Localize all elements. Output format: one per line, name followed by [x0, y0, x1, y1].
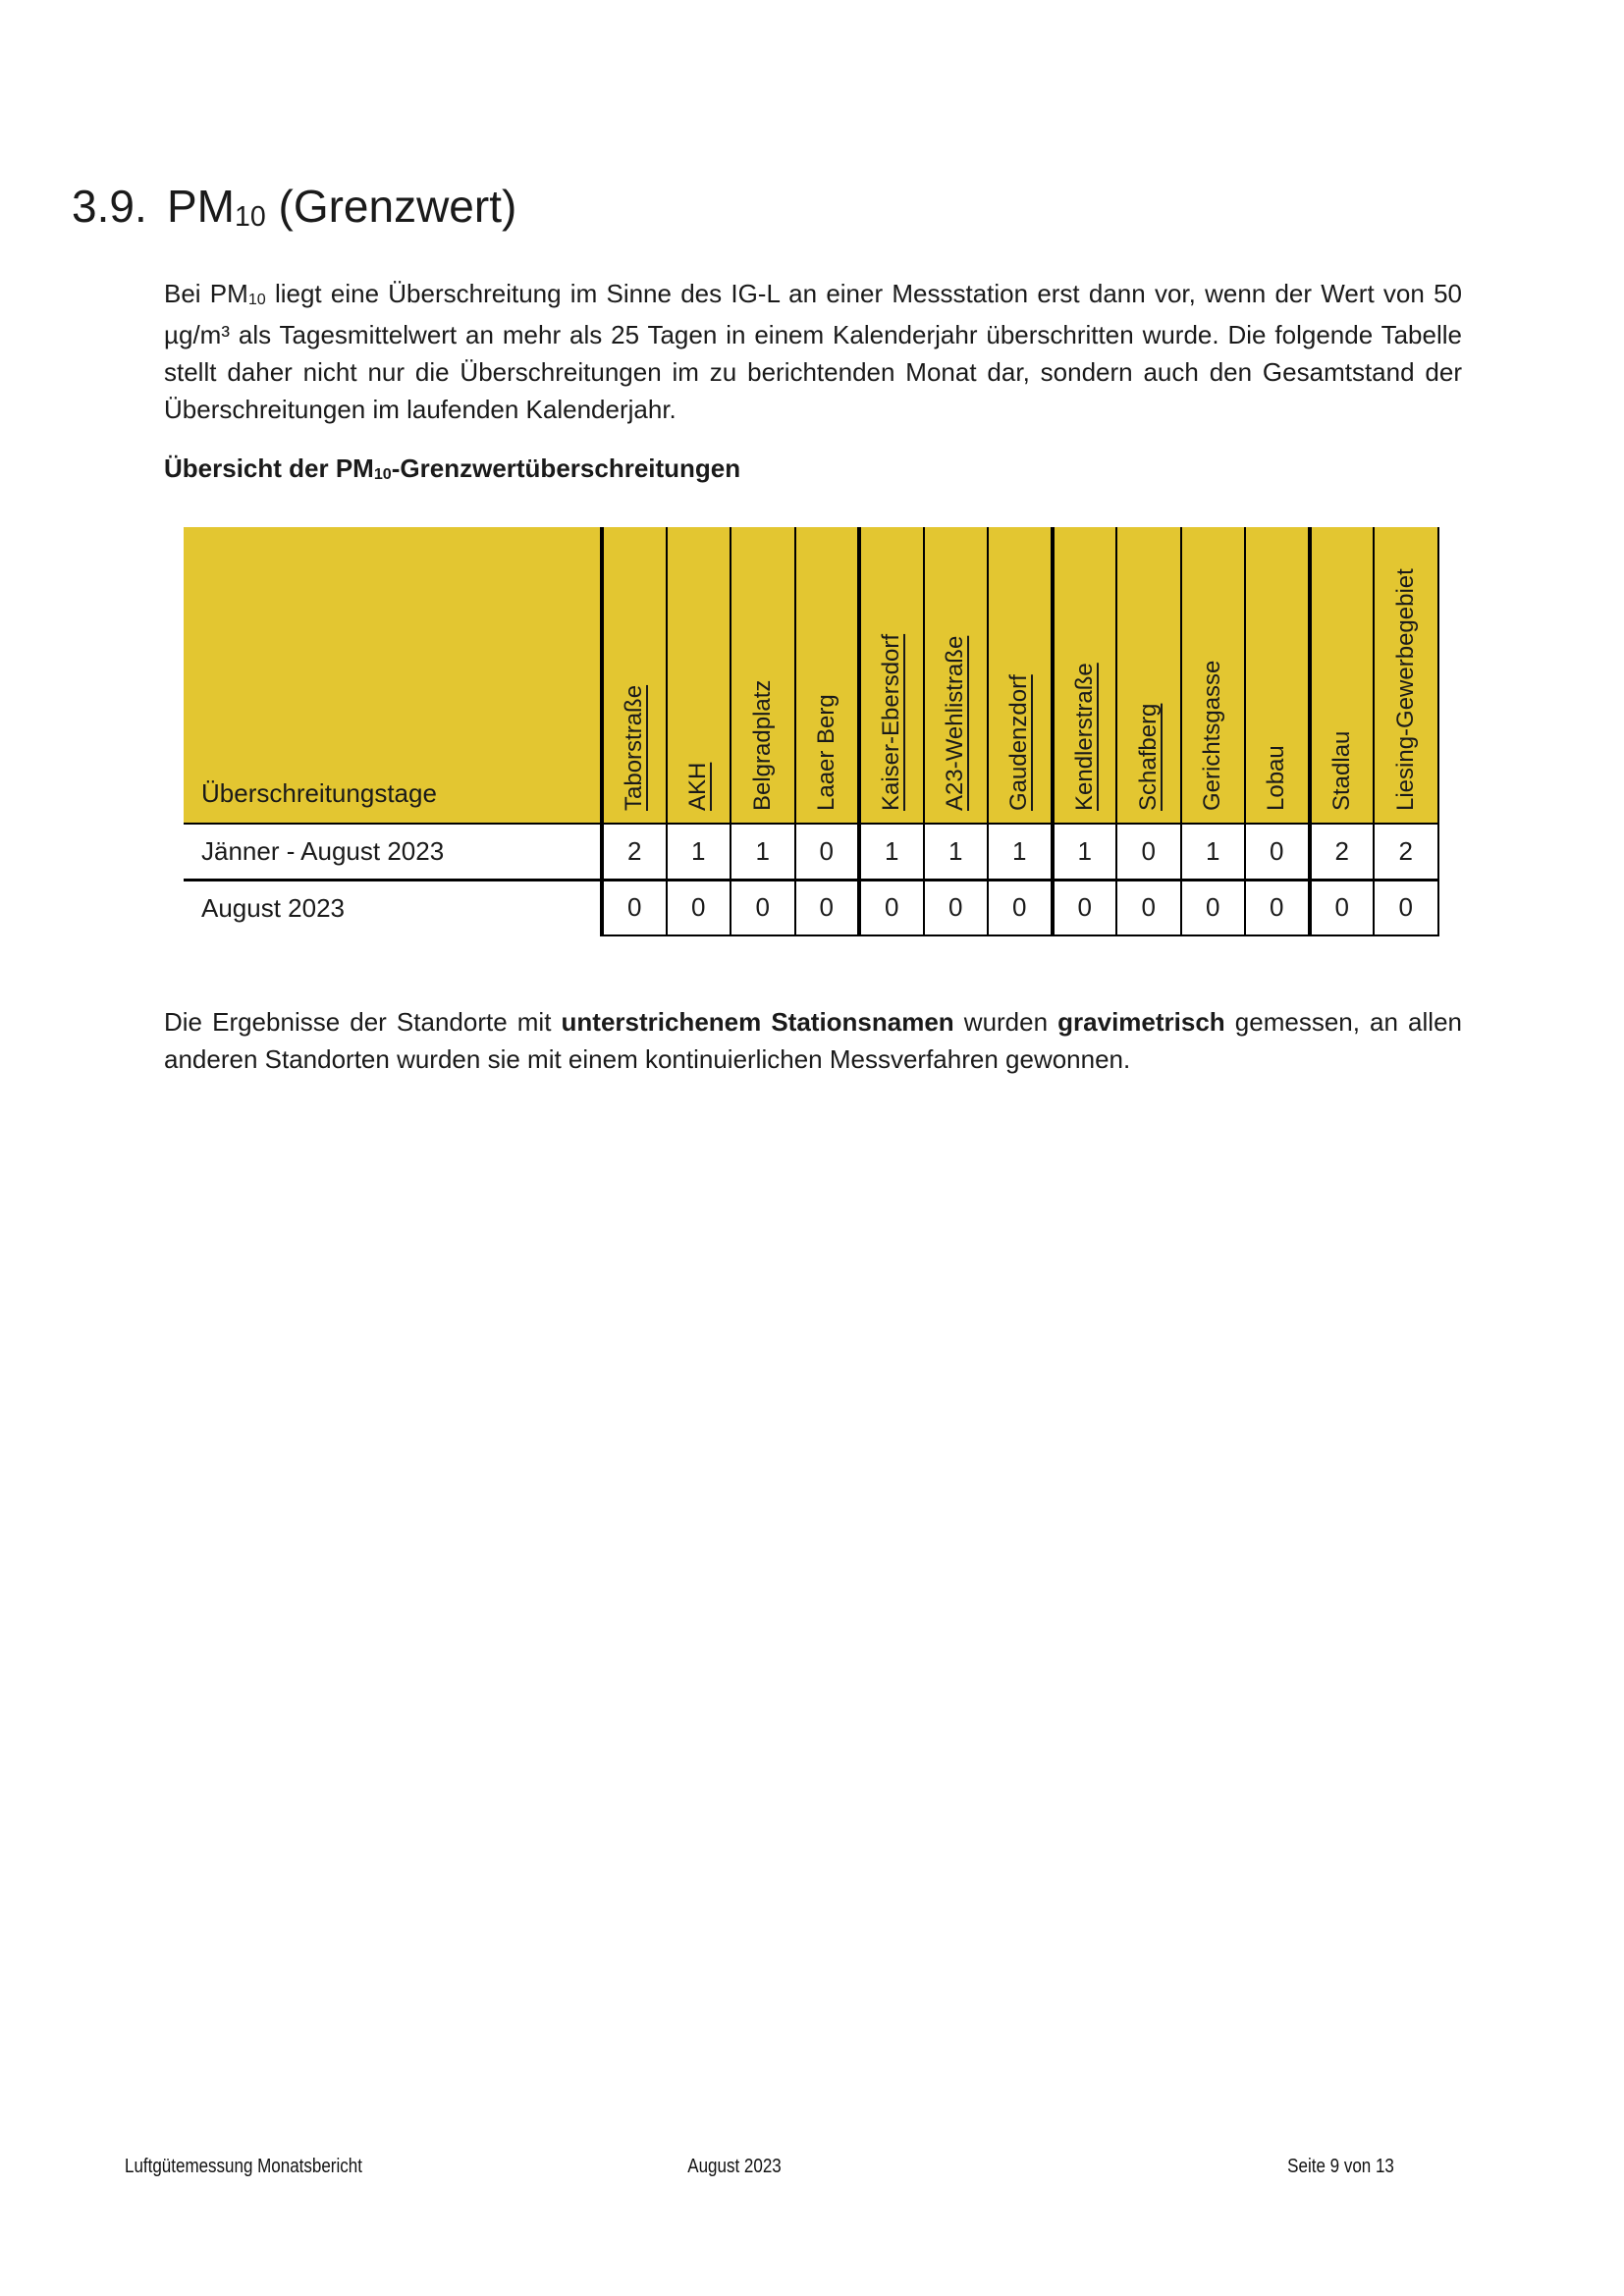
table-caption: Übersicht der $PM_{10}$-Grenzwertüberschreitungen [164, 454, 741, 484]
section-heading [0, 180, 1624, 242]
value-cell: 2 [602, 824, 667, 880]
table-header-row [184, 527, 1438, 824]
station-header [1245, 527, 1310, 824]
station-header [988, 527, 1053, 824]
value-cell: 0 [667, 880, 731, 935]
station-name: Taborstraße [621, 684, 648, 811]
value-cell: 1 [859, 824, 924, 880]
period-label: August 2023 [184, 880, 602, 935]
value-cell: 0 [1245, 880, 1310, 935]
measurement-note: Die Ergebnisse der Standorte mit unterstrichenem Stationsnamen wurden gravimetrisch gemessen, an allen anderen Standorten wurden sie mit einem kontinuierlichen Messverfahren gewonnen. [164, 1007, 1462, 1074]
station-name: Stadlau [1327, 730, 1355, 811]
station-header [924, 527, 989, 824]
station-name: A23-Wehlistraße [942, 635, 969, 811]
value-cell: 0 [988, 880, 1053, 935]
value-cell: 1 [988, 824, 1053, 880]
value-cell: 2 [1374, 824, 1438, 880]
overview-table-wrapper [184, 527, 1439, 936]
value-cell: 1 [924, 824, 989, 880]
station-header [1053, 527, 1117, 824]
station-name: Gerichtsgasse [1199, 660, 1226, 811]
station-name: Lobau [1263, 745, 1290, 811]
value-cell: 1 [1053, 824, 1117, 880]
value-cell: 0 [1053, 880, 1117, 935]
value-cell: 0 [795, 824, 860, 880]
station-name: Gaudenzdorf [1005, 674, 1033, 811]
value-cell: 0 [1310, 880, 1375, 935]
station-header [1181, 527, 1246, 824]
section-number: 3.9. [72, 181, 147, 232]
station-name: Liesing-Gewerbegebiet [1391, 568, 1419, 811]
station-header [602, 527, 667, 824]
value-cell: 0 [859, 880, 924, 935]
value-cell: 0 [1374, 880, 1438, 935]
station-header [731, 527, 795, 824]
value-cell: 1 [731, 824, 795, 880]
page-footer [0, 2156, 1624, 2185]
station-name: Schafberg [1134, 703, 1162, 811]
period-label: Jänner - August 2023 [184, 824, 602, 880]
footer-report-title: Luftgütemessung Monatsbericht [125, 2156, 362, 2177]
value-cell: 0 [1245, 824, 1310, 880]
value-cell: 0 [795, 880, 860, 935]
value-cell: 0 [1116, 824, 1181, 880]
section-title: $PM_{10}$ (Grenzwert) [167, 181, 517, 234]
value-cell: 1 [1181, 824, 1246, 880]
value-cell: 0 [924, 880, 989, 935]
station-name: Kendlerstraße [1070, 663, 1098, 811]
value-cell: 0 [1181, 880, 1246, 935]
overview-table [184, 527, 1439, 936]
station-header [1374, 527, 1438, 824]
station-header [859, 527, 924, 824]
value-cell: 1 [667, 824, 731, 880]
value-cell: 0 [602, 880, 667, 935]
table-row [184, 880, 1438, 935]
station-name: Kaiser-Ebersdorf [878, 633, 905, 811]
station-name: AKH [684, 762, 712, 811]
value-cell: 0 [1116, 880, 1181, 935]
intro-paragraph: Bei $PM_{10}$ liegt eine Überschreitung im Sinne des IG-L an einer Messstation erst dann vor, wenn der Wert von 50 µg/m³ als Tagesmittelwert an mehr als 25 Tagen in einem Kalenderjahr überschritten wurde. Die folgende Tabelle stellt daher nicht nur die Überschreitungen im zu berichtenden Monat dar, sondern auch den Gesamtstand der Überschreitungen im laufenden Kalenderjahr. [164, 279, 1462, 424]
footer-page-number: Seite 9 von 13 [1287, 2156, 1394, 2177]
station-header [1116, 527, 1181, 824]
station-header [1310, 527, 1375, 824]
table-row [184, 824, 1438, 880]
value-cell: 0 [731, 880, 795, 935]
footer-report-month: August 2023 [687, 2156, 782, 2177]
row-header-cell: Überschreitungstage [184, 527, 602, 824]
value-cell: 2 [1310, 824, 1375, 880]
station-header [795, 527, 860, 824]
station-name: Laaer Berg [812, 694, 839, 811]
station-header [667, 527, 731, 824]
station-name: Belgradplatz [748, 679, 776, 811]
